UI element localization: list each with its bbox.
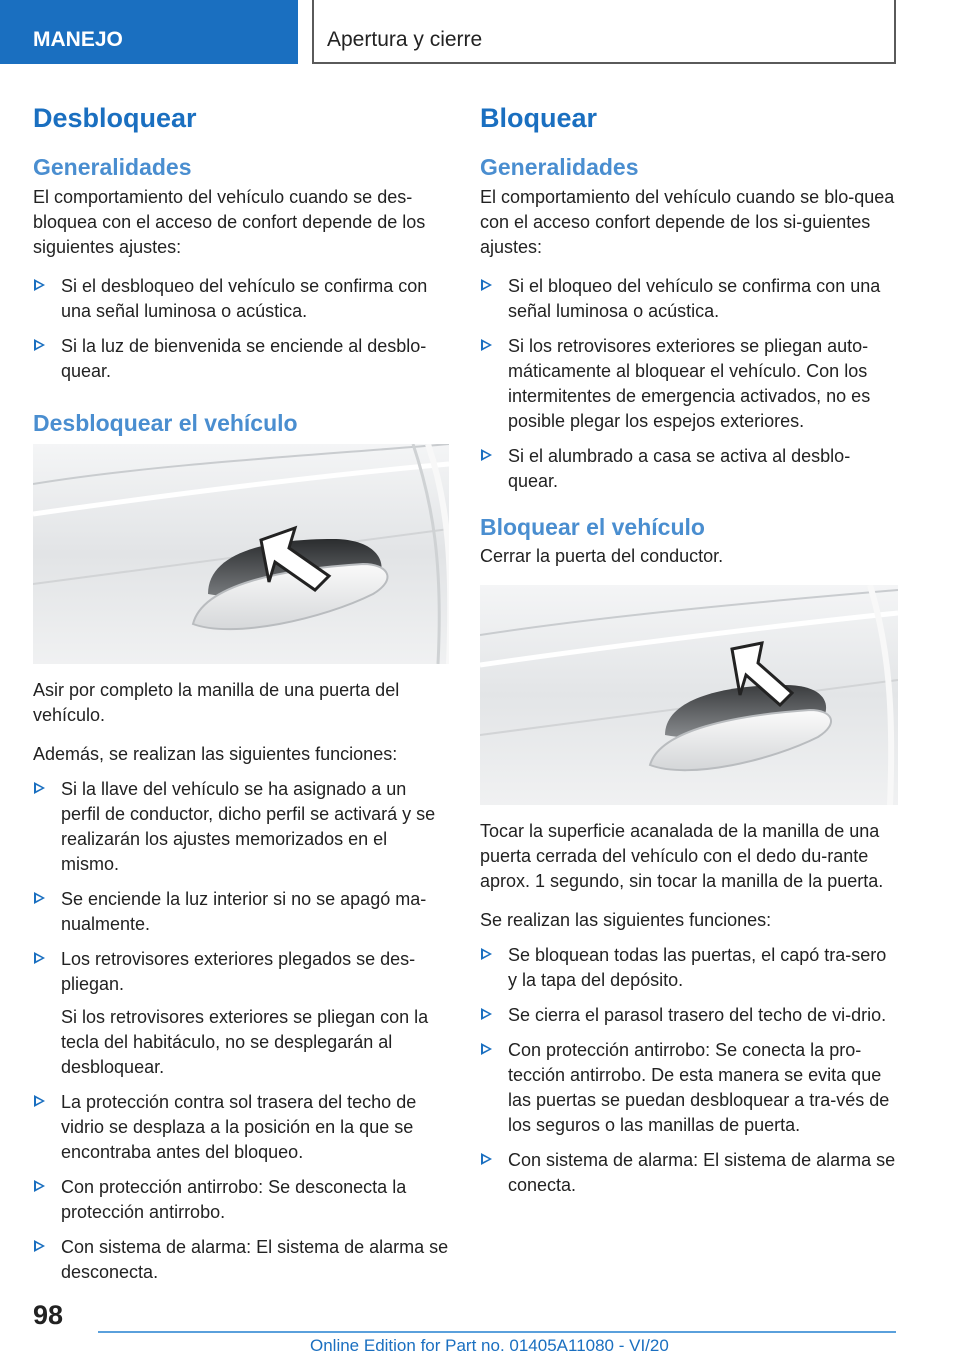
list-item: Si el alumbrado a casa se activa al desblo-quear. [480, 444, 898, 494]
triangle-bullet-icon [34, 1095, 45, 1107]
triangle-bullet-icon [34, 279, 45, 291]
triangle-bullet-icon [481, 339, 492, 351]
bullet-list [33, 274, 449, 384]
bullet-list [33, 777, 449, 1285]
subsection-heading: Desbloquear el vehículo [33, 410, 298, 436]
chapter-title: Apertura y cierre [312, 0, 896, 64]
list-item-note: Si los retrovisores exteriores se pliegan con la tecla del habitáculo, no se desplegarán al desbloquear. [61, 1007, 429, 1077]
edition-note: Online Edition for Part no. 01405A11080 - VI/20 [310, 1336, 669, 1355]
subsection-heading: Generalidades [33, 154, 192, 180]
paragraph: Tocar la superficie acanalada de la manilla de una puerta cerrada del vehículo con el dedo du-rante aprox. 1 segundo, sin tocar la manilla de la puerta. [480, 821, 884, 891]
list-item: Con sistema de alarma: El sistema de alarma se conecta. [480, 1148, 898, 1198]
triangle-bullet-icon [481, 279, 492, 291]
list-item: Si los retrovisores exteriores se pliegan auto-máticamente al bloquear el vehículo. Con los intermitentes de emergencia activados, no es posible plegar los espejos exteriores. [480, 334, 898, 434]
subsection-heading: Generalidades [480, 154, 639, 180]
paragraph: El comportamiento del vehículo cuando se des-bloquea con el acceso de confort depende de los siguientes ajustes: [33, 187, 426, 257]
triangle-bullet-icon [481, 1008, 492, 1020]
list-item: Si la luz de bienvenida se enciende al desblo-quear. [33, 334, 449, 384]
footer-divider [98, 1331, 896, 1333]
page-number: 98 [33, 1300, 64, 1330]
section-heading: Desbloquear [33, 103, 197, 133]
triangle-bullet-icon [481, 948, 492, 960]
list-item: Se bloquean todas las puertas, el capó tra-sero y la tapa del depósito. [480, 943, 898, 993]
door-handle-lock-illustration [480, 585, 898, 805]
subsection-heading: Bloquear el vehículo [480, 514, 705, 540]
section-tab: MANEJO [0, 0, 298, 64]
list-item: Los retrovisores exteriores plegados se des-pliegan. Si los retrovisores exteriores se pliegan con la tecla del habitáculo, no se desplegarán al desbloquear. [33, 947, 449, 1080]
triangle-bullet-icon [34, 339, 45, 351]
paragraph: El comportamiento del vehículo cuando se blo-quea con el acceso confort depende de los si-guientes ajustes: [480, 187, 895, 257]
triangle-bullet-icon [481, 1043, 492, 1055]
triangle-bullet-icon [34, 1240, 45, 1252]
triangle-bullet-icon [34, 1180, 45, 1192]
triangle-bullet-icon [34, 952, 45, 964]
list-item: La protección contra sol trasera del techo de vidrio se desplaza a la posición en la que se encontraba antes del bloqueo. [33, 1090, 449, 1165]
triangle-bullet-icon [34, 892, 45, 904]
triangle-bullet-icon [34, 782, 45, 794]
bullet-list [480, 274, 898, 494]
section-heading: Bloquear [480, 103, 598, 133]
page-header [0, 0, 960, 66]
paragraph: Cerrar la puerta del conductor. [480, 546, 724, 566]
right-column [480, 100, 898, 1212]
door-handle-unlock-illustration [33, 444, 449, 664]
list-item: Si el bloqueo del vehículo se confirma con una señal luminosa o acústica. [480, 274, 898, 324]
triangle-bullet-icon [481, 449, 492, 461]
list-item: Con protección antirrobo: Se desconecta la protección antirrobo. [33, 1175, 449, 1225]
paragraph: Asir por completo la manilla de una puerta del vehículo. [33, 680, 400, 725]
left-column [33, 100, 449, 1299]
paragraph: Se realizan las siguientes funciones: [480, 910, 772, 930]
bullet-list [480, 943, 898, 1198]
paragraph: Además, se realizan las siguientes funciones: [33, 744, 398, 764]
list-item: Se cierra el parasol trasero del techo de vi-drio. [480, 1003, 898, 1028]
list-item: Con protección antirrobo: Se conecta la pro-tección antirrobo. De esta manera se evita que las puertas se puedan desbloquear a tra-vés de los seguros o las manillas de puerta. [480, 1038, 898, 1138]
list-item: Si el desbloqueo del vehículo se confirma con una señal luminosa o acústica. [33, 274, 449, 324]
list-item: Si la llave del vehículo se ha asignado a un perfil de conductor, dicho perfil se activará y se realizarán los ajustes memorizados en el mismo. [33, 777, 449, 877]
list-item: Con sistema de alarma: El sistema de alarma se desconecta. [33, 1235, 449, 1285]
list-item: Se enciende la luz interior si no se apagó ma-nualmente. [33, 887, 449, 937]
triangle-bullet-icon [481, 1153, 492, 1165]
